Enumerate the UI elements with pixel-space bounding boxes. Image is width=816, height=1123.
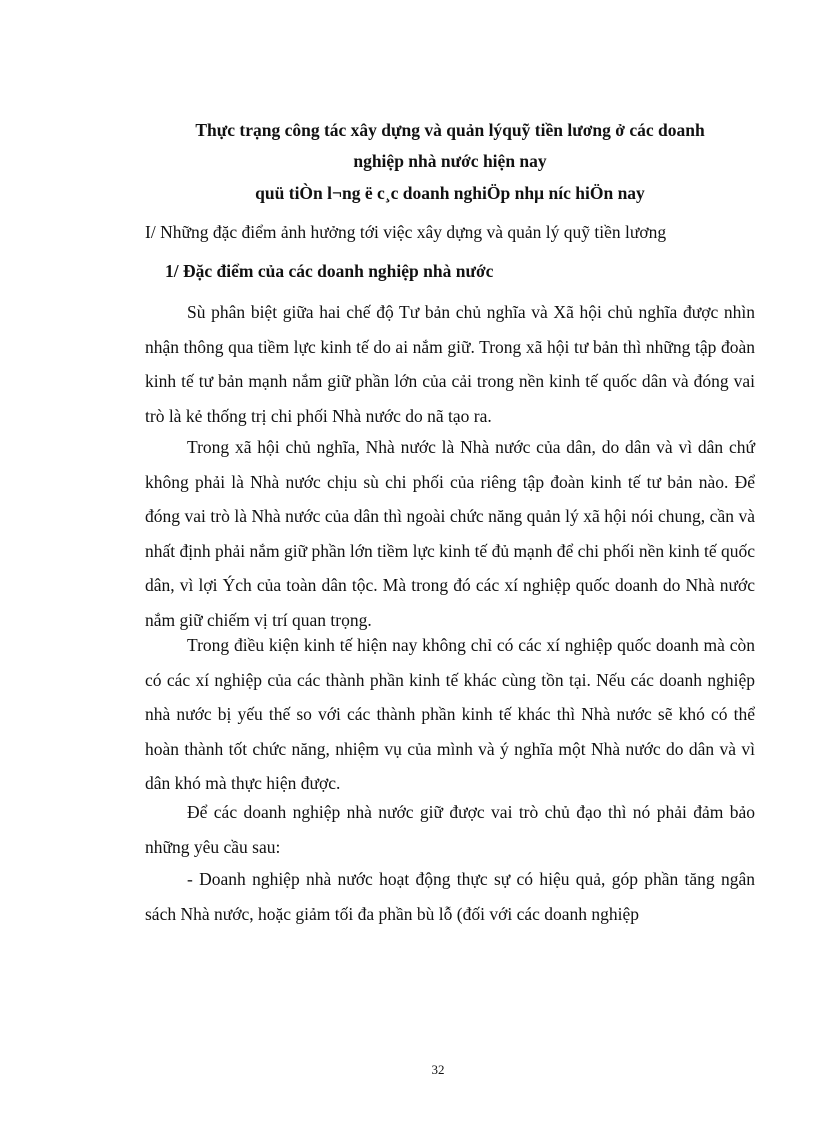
- title-line-2: nghiệp nhà nước hiện nay: [353, 151, 547, 171]
- subsection-heading: 1/ Đặc điểm của các doanh nghiệp nhà nước: [165, 261, 494, 281]
- paragraph: - Doanh nghiệp nhà nước hoạt động thực sự có hiệu quả, góp phần tăng ngân sách Nhà nước, hoặc giảm tối đa phần bù lỗ (đối với các doanh nghiệp: [145, 869, 755, 924]
- paragraph: Sù phân biệt giữa hai chế độ Tư bản chủ nghĩa và Xã hội chủ nghĩa được nhìn nhận thông qua tiềm lực kinh tế do ai nắm giữ. Trong xã hội tư bản thì những tập đoàn kinh tế tư bản mạnh nắm giữ phần lớn của cải trong nền kinh tế quốc dân và đóng vai trò là kẻ thống trị chi phối Nhà nước do nã tạo ra.: [145, 302, 755, 426]
- page-number: 32: [431, 1062, 445, 1077]
- paragraph: Trong xã hội chủ nghĩa, Nhà nước là Nhà nước của dân, do dân và vì dân chứ không phải là Nhà nước chịu sù chi phối của riêng tập đoàn kinh tế tư bản nào. Để đóng vai trò là Nhà nước của dân thì ngoài chức năng quản lý xã hội nói chung, cần và nhất định phải nắm giữ phần lớn tiềm lực kinh tế đủ mạnh để chi phối nền kinh tế quốc dân, vì lợi Ých của toàn dân tộc. Mà trong đó các xí nghiệp quốc doanh do Nhà nước nắm giữ chiếm vị trí quan trọng.: [145, 437, 755, 630]
- title-line-3-garbled: quü tiÒn l¬ng ë c¸c doanh nghiÖp nhµ níc hiÖn nay: [255, 183, 645, 203]
- paragraph: Trong điều kiện kinh tế hiện nay không chỉ có các xí nghiệp quốc doanh mà còn có các xí nghiệp của các thành phần kinh tế khác cùng tồn tại. Nếu các doanh nghiệp nhà nước bị yếu thế so với các thành phần kinh tế khác thì Nhà nước sẽ khó có thể hoàn thành tốt chức năng, nhiệm vụ của mình và ý nghĩa một Nhà nước do dân và vì dân khó mà thực hiện được.: [145, 635, 755, 793]
- paragraph-2-block: [145, 430, 755, 637]
- section-heading: I/ Những đặc điểm ảnh hưởng tới việc xây dựng và quản lý quỹ tiền lương: [145, 222, 667, 242]
- paragraph-4-block: [145, 795, 755, 864]
- paragraph-3-block: [145, 628, 755, 801]
- paragraph-1-block: [145, 295, 755, 433]
- paragraph: Để các doanh nghiệp nhà nước giữ được vai trò chủ đạo thì nó phải đảm bảo những yêu cầu sau:: [145, 802, 755, 857]
- paragraph-5-block: [145, 862, 755, 931]
- title-line-1: Thực trạng công tác xây dựng và quản lýquỹ tiền lương ở các doanh: [195, 120, 705, 140]
